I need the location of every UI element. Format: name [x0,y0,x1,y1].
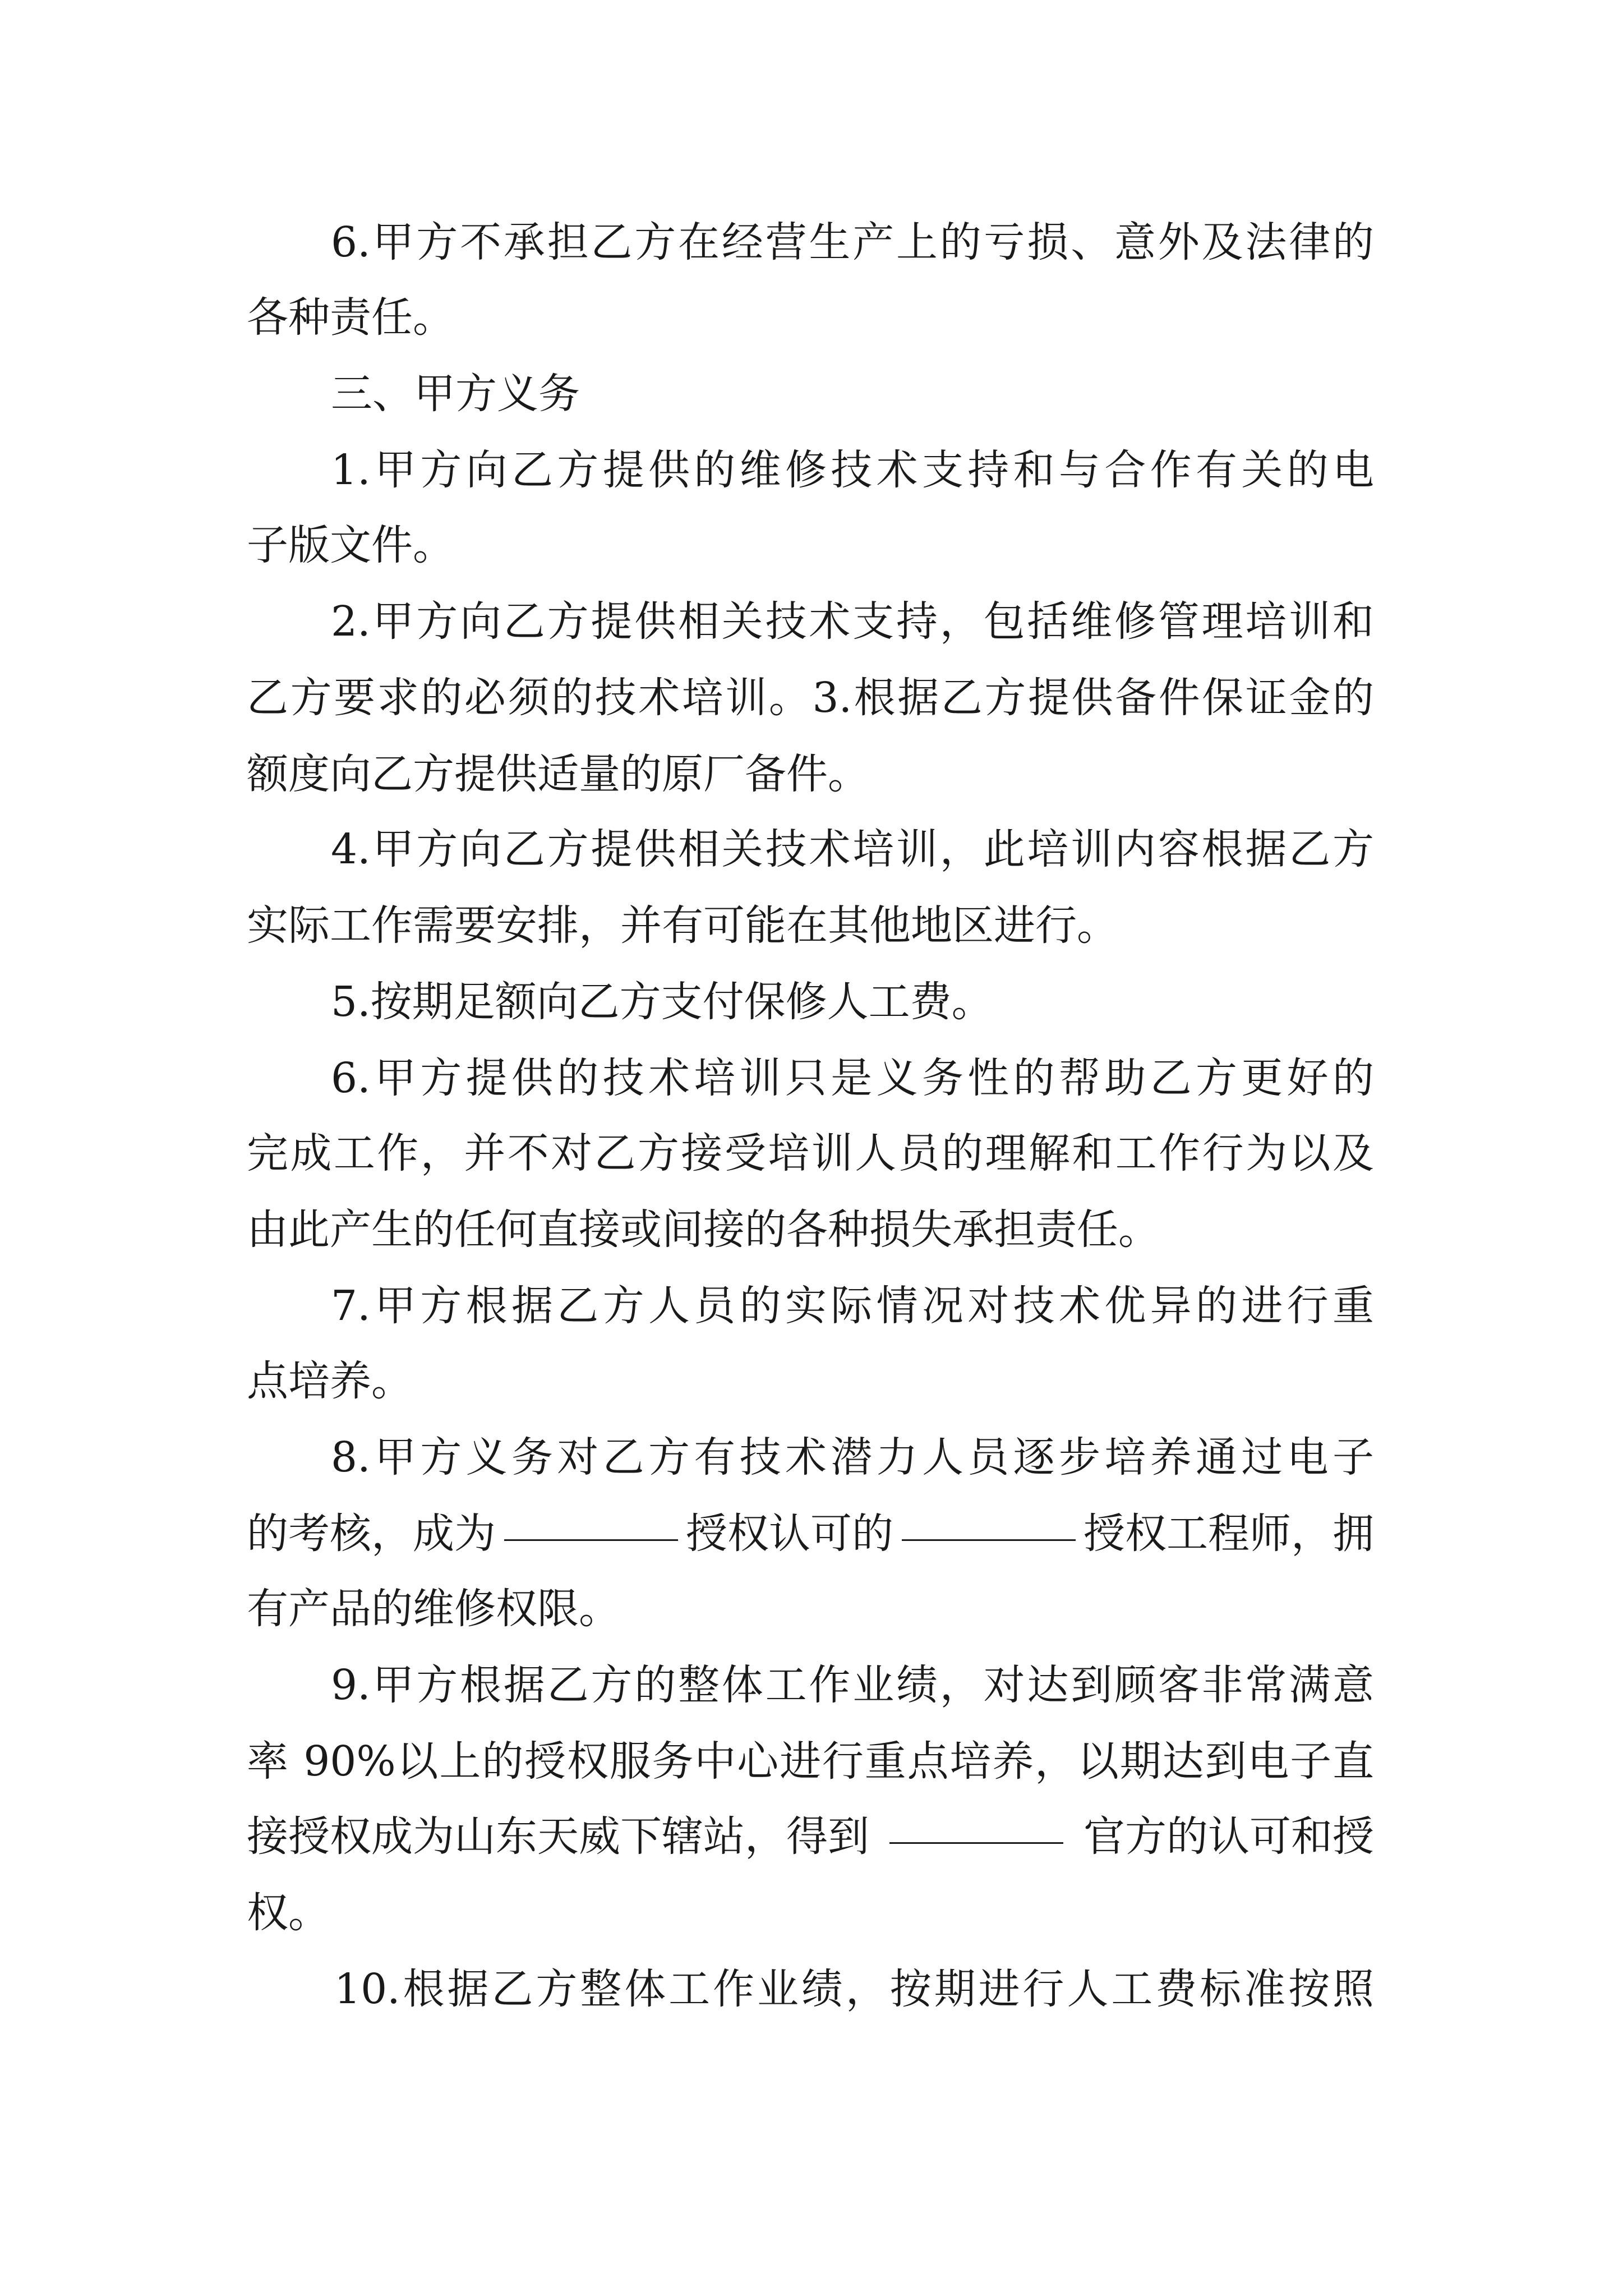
paragraph-line: 权。 [247,1889,330,1937]
section-heading: 三、甲方义务 [331,370,580,418]
paragraph-line: 有产品的维修权限。 [247,1585,620,1633]
line-segment: 接授权成为山东天威下辖站，得到 [247,1812,869,1861]
paragraph-line: 1.甲方向乙方提供的维修技术支持和与合作有关的电 [331,446,1374,494]
paragraph-line: 额度向乙方提供适量的原厂备件。 [247,750,869,798]
fill-in-blank [889,1809,1063,1844]
paragraph-line: 由此产生的任何直接或间接的各种损失承担责任。 [247,1205,1160,1254]
paragraph-line: 6.甲方不承担乙方在经营生产上的亏损、意外及法律的 [331,218,1374,266]
paragraph-line: 各种责任。 [247,293,454,342]
paragraph-line: 乙方要求的必须的技术培训。3.根据乙方提供备件保证金的 [247,674,1374,722]
paragraph-line-with-blank [247,1809,1374,1865]
fill-in-blank [504,1506,678,1541]
paragraph-line: 完成工作，并不对乙方接受培训人员的理解和工作行为以及 [247,1129,1374,1177]
line-segment: 官方的认可和授 [1083,1812,1374,1861]
paragraph-line: 率 90%以上的授权服务中心进行重点培养，以期达到电子直 [247,1737,1374,1786]
paragraph-line: 点培养。 [247,1357,413,1405]
line-segment: 授权工程师，拥 [1083,1510,1374,1558]
paragraph-line: 10.根据乙方整体工作业绩，按期进行人工费标准按照 [334,1965,1374,2013]
paragraph-line-with-blanks [247,1506,1374,1562]
paragraph-line: 实际工作需要安排，并有可能在其他地区进行。 [247,901,1118,950]
line-segment: 授权认可的 [686,1510,893,1558]
paragraph-line: 2.甲方向乙方提供相关技术支持，包括维修管理培训和 [331,597,1374,646]
fill-in-blank [902,1506,1076,1541]
paragraph-line: 5.按期足额向乙方支付保修人工费。 [331,978,993,1026]
paragraph-line: 4.甲方向乙方提供相关技术培训，此培训内容根据乙方 [331,825,1374,873]
paragraph-line: 6.甲方提供的技术培训只是义务性的帮助乙方更好的 [331,1054,1374,1102]
paragraph-line: 7.甲方根据乙方人员的实际情况对技术优异的进行重 [331,1282,1374,1330]
paragraph-line: 子版文件。 [247,521,454,569]
paragraph-line: 9.甲方根据乙方的整体工作业绩，对达到顾客非常满意 [331,1661,1374,1709]
paragraph-line: 8.甲方义务对乙方有技术潜力人员逐步培养通过电子 [331,1433,1374,1481]
line-segment: 的考核，成为 [247,1510,496,1558]
